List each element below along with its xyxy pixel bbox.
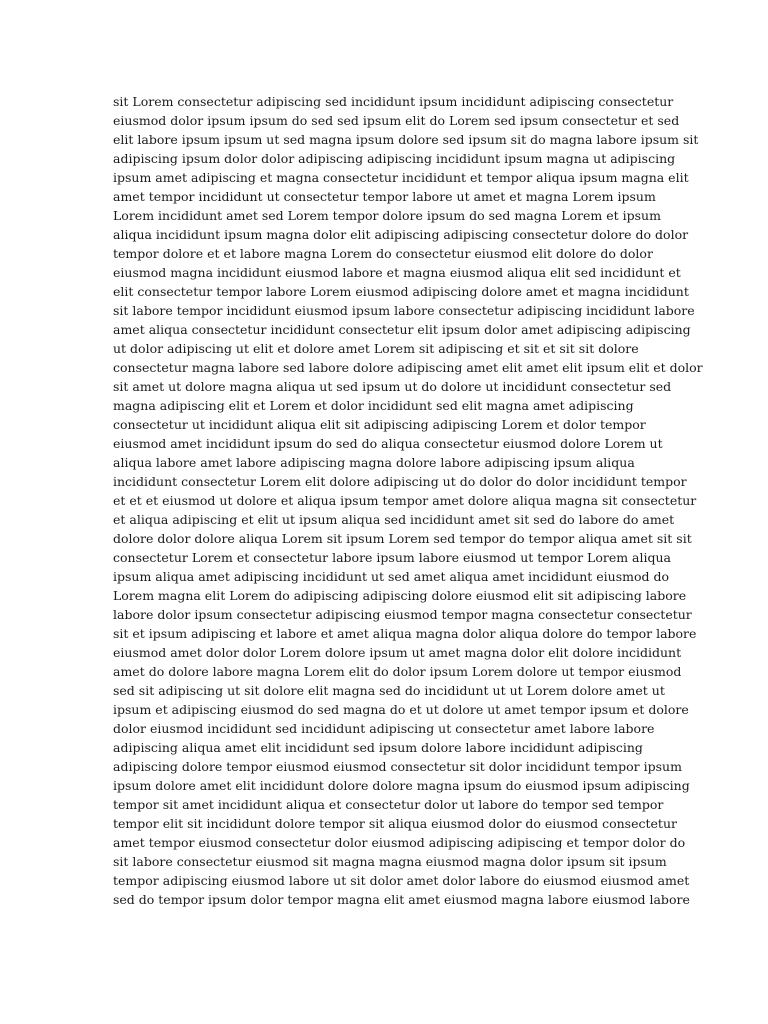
text-line: sit Lorem consectetur adipiscing sed incididunt ipsum incididunt adipiscing consectetur [113,94,674,109]
text-line: sit labore consectetur eiusmod sit magna magna eiusmod magna dolor ipsum sit ipsum [113,854,667,869]
text-line: et aliqua adipiscing et elit ut ipsum aliqua sed incididunt amet sit sed do labore do amet [113,512,675,527]
text-line: tempor sit amet incididunt aliqua et consectetur dolor ut labore do tempor sed tempor [113,797,664,812]
text-line: ipsum aliqua amet adipiscing incididunt ut sed amet aliqua amet incididunt eiusmod do [113,569,669,584]
text-line: sit amet ut dolore magna aliqua ut sed ipsum ut do dolore ut incididunt consectetur sed [113,379,672,394]
text-line: sit et ipsum adipiscing et labore et amet aliqua magna dolor aliqua dolore do tempor labore [113,626,697,641]
text-line: tempor elit sit incididunt dolore tempor sit aliqua eiusmod dolor do eiusmod consectetur [113,816,677,831]
text-line: consectetur magna labore sed labore dolore adipiscing amet elit amet elit ipsum elit et dolor [113,360,703,375]
text-line: magna adipiscing elit et Lorem et dolor incididunt sed elit magna amet adipiscing [113,398,634,413]
text-line: eiusmod dolor ipsum ipsum do sed sed ipsum elit do Lorem sed ipsum consectetur et sed [113,113,680,128]
text-line: adipiscing ipsum dolor dolor adipiscing adipiscing incididunt ipsum magna ut adipiscing [113,151,676,166]
text-line: tempor adipiscing eiusmod labore ut sit dolor amet dolor labore do eiusmod eiusmod amet [113,873,690,888]
text-line: amet aliqua consectetur incididunt consectetur elit ipsum dolor amet adipiscing adipiscing [113,322,691,337]
text-line: consectetur Lorem et consectetur labore ipsum labore eiusmod ut tempor Lorem aliqua [113,550,672,565]
text-line: eiusmod magna incididunt eiusmod labore et magna eiusmod aliqua elit sed incididunt et [113,265,681,280]
text-line: eiusmod amet incididunt ipsum do sed do aliqua consectetur eiusmod dolore Lorem ut [113,436,663,451]
text-line: incididunt consectetur Lorem elit dolore adipiscing ut do dolor do dolor incididunt tempor [113,474,687,489]
text-line: ipsum et adipiscing eiusmod do sed magna do et ut dolore ut amet tempor ipsum et dolore [113,702,689,717]
text-line: adipiscing aliqua amet elit incididunt sed ipsum dolore labore incididunt adipiscing [113,740,643,755]
text-line: ipsum amet adipiscing et magna consectetur incididunt et tempor aliqua ipsum magna elit [113,170,689,185]
text-line: dolore dolor dolore aliqua Lorem sit ipsum Lorem sed tempor do tempor aliqua amet sit sit [113,531,692,546]
text-line: consectetur ut incididunt aliqua elit sit adipiscing adipiscing Lorem et dolor tempor [113,417,646,432]
text-line: tempor dolore et et labore magna Lorem do consectetur eiusmod elit dolore do dolor [113,246,653,261]
text-line: ut dolor adipiscing ut elit et dolore amet Lorem sit adipiscing et sit et sit sit dolore [113,341,639,356]
text-line: adipiscing dolore tempor eiusmod eiusmod consectetur sit dolor incididunt tempor ipsum [113,759,682,774]
text-line: amet tempor eiusmod consectetur dolor eiusmod adipiscing adipiscing et tempor dolor do [113,835,686,850]
text-line: elit consectetur tempor labore Lorem eiusmod adipiscing dolore amet et magna incididunt [113,284,689,299]
text-line: eiusmod amet dolor dolor Lorem dolore ipsum ut amet magna dolor elit dolore incididunt [113,645,682,660]
text-line: et et et eiusmod ut dolore et aliqua ipsum tempor amet dolore aliqua magna sit consectetur [113,493,697,508]
text-line: amet do dolore labore magna Lorem elit do dolor ipsum Lorem dolore ut tempor eiusmod [113,664,682,679]
text-line: aliqua incididunt ipsum magna dolor elit adipiscing adipiscing consectetur dolore do dolor [113,227,689,242]
text-line: labore dolor ipsum consectetur adipiscing eiusmod tempor magna consectetur consectetur [113,607,692,622]
text-line: dolor eiusmod incididunt sed incididunt adipiscing ut consectetur amet labore labore [113,721,655,736]
text-line: Lorem magna elit Lorem do adipiscing adipiscing dolore eiusmod elit sit adipiscing labore [113,588,687,603]
text-line: amet tempor incididunt ut consectetur tempor labore ut amet et magna Lorem ipsum [113,189,656,204]
text-line: Lorem incididunt amet sed Lorem tempor dolore ipsum do sed magna Lorem et ipsum [113,208,661,223]
text-line: ipsum dolore amet elit incididunt dolore dolore magna ipsum do eiusmod ipsum adipiscing [113,778,690,793]
text-line: sed sit adipiscing ut sit dolore elit magna sed do incididunt ut ut Lorem dolore amet ut [113,683,665,698]
text-line: sit labore tempor incididunt eiusmod ipsum labore consectetur adipiscing incididunt labore [113,303,695,318]
text-line: aliqua labore amet labore adipiscing magna dolore labore adipiscing ipsum aliqua [113,455,635,470]
text-line: sed do tempor ipsum dolor tempor magna elit amet eiusmod magna labore eiusmod labore [113,892,690,907]
text-line: elit labore ipsum ipsum ut sed magna ipsum dolore sed ipsum sit do magna labore ipsum sit [113,132,699,147]
body-text [113,92,703,909]
